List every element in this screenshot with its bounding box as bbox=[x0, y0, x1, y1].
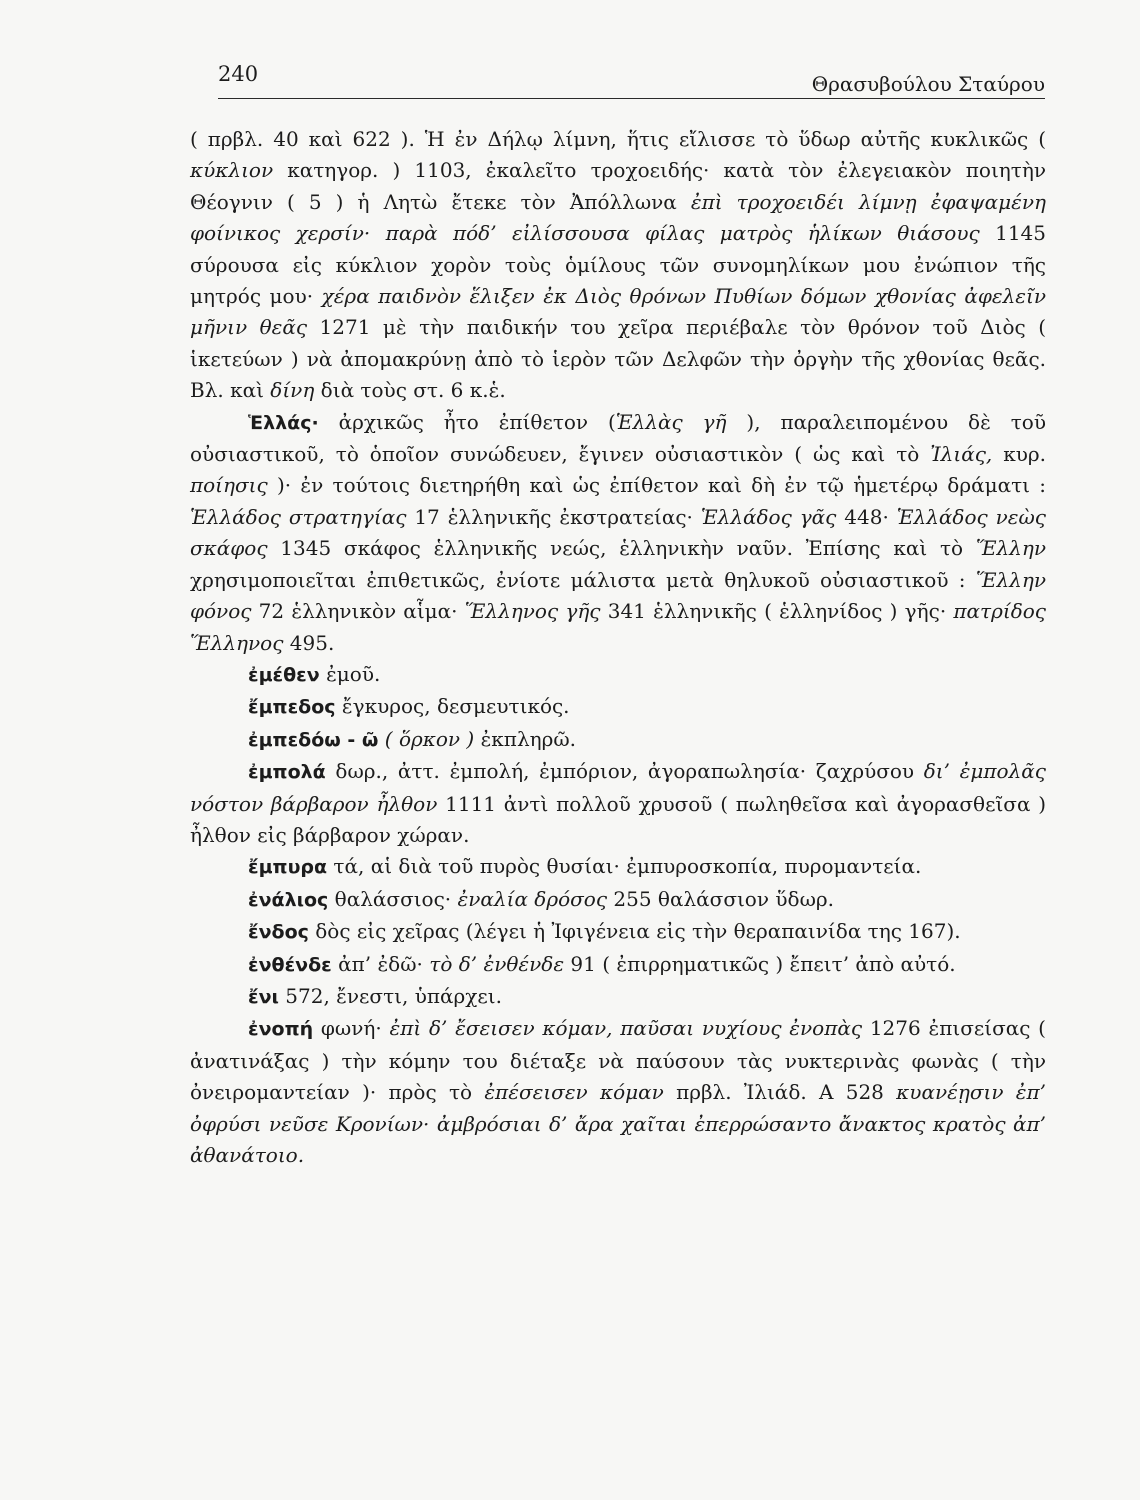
italic-quotation: ποίησις bbox=[190, 473, 268, 498]
entry-text: 1271 μὲ τὴν παιδικήν του χεῖρα περιέβαλε τὸν θρόνον τοῦ Διὸς ( ἱκετεύων ) νὰ ἀπομακρύνῃ ἀπὸ τὸ ἱερὸν τῶν Δελφῶν τὴν ὀργὴν τῆς χθονίας θεᾶς. Βλ. καὶ bbox=[190, 315, 1046, 403]
running-head: Θρασυβούλου Σταύρου bbox=[811, 72, 1045, 96]
italic-quotation: Ἑλλάδος στρατηγίας bbox=[190, 504, 407, 529]
entry-text: 17 ἑλληνικῆς ἐκστρατείας· bbox=[406, 504, 701, 529]
entry-text: 448· bbox=[836, 504, 897, 529]
entry-text: 341 ἑλληνικῆς ( ἑλληνίδος ) γῆς· bbox=[600, 599, 954, 624]
dictionary-entry bbox=[190, 407, 1046, 659]
entry-lemma: ἔμπυρα bbox=[248, 856, 328, 879]
entry-text: διὰ τοὺς στ. 6 κ.ἑ. bbox=[314, 378, 506, 403]
page-number: 240 bbox=[218, 62, 259, 86]
entry-text: )· ἐν τούτοις διετηρήθη καὶ ὡς ἐπίθετον καὶ δὴ ἐν τῷ ἡμετέρῳ δράματι : bbox=[267, 473, 1046, 498]
entry-lemma: ἐμπολά bbox=[248, 761, 326, 784]
entry-text: κυρ. bbox=[992, 442, 1046, 467]
entry-text: ἀρχικῶς ἦτο ἐπίθετον ( bbox=[318, 409, 616, 434]
entry-text: 495. bbox=[283, 630, 335, 655]
dictionary-entry bbox=[190, 884, 1046, 916]
italic-quotation: τὸ δ’ ἐνθένδε bbox=[429, 951, 565, 976]
entry-lemma: ἔνι bbox=[248, 985, 279, 1008]
entry-text: 572, ἔνεστι, ὑπάρχει. bbox=[278, 983, 502, 1008]
italic-quotation: Ἰλιάς, bbox=[930, 442, 993, 467]
dictionary-entry bbox=[190, 659, 1046, 691]
entry-text: ἐκπληρῶ. bbox=[474, 726, 577, 751]
italic-quotation: Ἑλλάδος γᾶς bbox=[700, 504, 837, 529]
italic-quotation: Ἑλλάδος νεὼς σκάφος bbox=[190, 504, 1046, 561]
italic-quotation: ( ὅρκον ) bbox=[384, 726, 475, 751]
entry-text: ἔγκυρος, δεσμευτικός. bbox=[335, 694, 570, 719]
dictionary-entry bbox=[190, 691, 1046, 723]
dictionary-entry bbox=[190, 851, 1046, 883]
italic-quotation: πατρίδος Ἕλληνος bbox=[190, 599, 1046, 655]
entry-text: δὸς εἰς χεῖρας (λέγει ἡ Ἰφιγένεια εἰς τὴν θεραπαινίδα της 167). bbox=[308, 919, 961, 944]
dictionary-entry bbox=[190, 916, 1046, 948]
entry-text: 1111 ἀντὶ πολλοῦ χρυσοῦ ( πωληθεῖσα καὶ ἀγορασθεῖσα ) ἦλθον εἰς βάρβαρον χώραν. bbox=[190, 791, 1046, 847]
entry-lemma: Ἑλλάς· bbox=[248, 411, 319, 434]
entry-text: 1345 σκάφος ἑλληνικῆς νεώς, ἑλληνικὴν ναῦν. Ἐπίσης καὶ τὸ bbox=[267, 536, 976, 561]
entry-lemma: ἐνάλιος bbox=[248, 888, 329, 911]
entry-lemma: ἐμέθεν bbox=[248, 663, 320, 686]
entry-lemma: ἐνθένδε bbox=[248, 953, 332, 976]
entry-lemma: ἐμπεδόω - ῶ bbox=[248, 728, 379, 751]
entry-text: ( πρβλ. 40 καὶ 622 ). Ἡ ἐν Δήλῳ λίμνη, ἥτις εἴλισσε τὸ ὕδωρ αὐτῆς κυκλικῶς ( bbox=[190, 127, 1046, 151]
italic-quotation: κυανέῃσιν ἐπ’ ὀφρύσι νεῦσε Κρονίων· ἀμβρόσιαι δ’ ἄρα χαῖται ἐπερρώσαντο ἄνακτος κρατὸς ἀπ’ ἀθανάτοιο. bbox=[190, 1080, 1046, 1167]
entry-text: 1276 ἐπισείσας ( ἀνατινάξας ) τὴν κόμην του διέταξε νὰ παύσουν τὰς νυκτερινὰς φωνὰς ( τὴν ὀνειρομαντείαν )· πρὸς τὸ bbox=[190, 1016, 1046, 1105]
dictionary-entry bbox=[190, 949, 1046, 981]
dictionary-entry bbox=[190, 1013, 1046, 1171]
entry-lemma: ἐνοπή bbox=[248, 1018, 314, 1041]
entry-text: 91 ( ἐπιρρηματικῶς ) ἔπειτ’ ἀπὸ αὐτό. bbox=[564, 951, 956, 976]
italic-quotation: χέρα παιδνὸν ἕλιξεν ἐκ Διὸς θρόνων Πυθίων δόμων χθονίας ἀφελεῖν μῆνιν θεᾶς bbox=[190, 284, 1046, 340]
dictionary-entry bbox=[190, 724, 1046, 756]
entry-text: πρβλ. Ἰλιάδ. Α 528 bbox=[663, 1080, 897, 1105]
italic-quotation: δίνη bbox=[270, 378, 315, 403]
dictionary-entry bbox=[190, 981, 1046, 1013]
italic-quotation: κύκλιον bbox=[190, 158, 274, 183]
entry-text: κατηγορ. ) 1103, ἐκαλεῖτο τροχοειδής· κατὰ τὸν ἐλεγειακὸν ποιητὴν Θέογνιν ( 5 ) ἡ Λητὼ ἔτεκε τὸν Ἀπόλλωνα bbox=[190, 158, 1046, 214]
page-body bbox=[190, 124, 1046, 1171]
italic-quotation: Ἕλλην φόνος bbox=[190, 567, 1046, 624]
entry-text: 1145 σύρουσα εἰς κύκλιον χορὸν τοὺς ὁμίλους τῶν συνομηλίκων μου ἐνώπιον τῆς μητρός μου· bbox=[190, 221, 1046, 309]
entry-lemma: ἔμπεδος bbox=[248, 696, 336, 719]
entry-text: τά, αἱ διὰ τοῦ πυρὸς θυσίαι· ἐμπυροσκοπία, πυρομαντεία. bbox=[327, 854, 922, 879]
italic-quotation: ἐπὶ τροχοειδέι λίμνῃ ἐφαψαμένη φοίνικος χερσίν· παρὰ πόδ’ εἰλίσσουσα φίλας ματρὸς ἡλίκων θιάσους bbox=[190, 189, 1046, 246]
entry-text: δωρ., ἀττ. ἐμπολή, ἐμπόριον, ἀγοραπωλησία· ζαχρύσου bbox=[325, 759, 924, 784]
italic-quotation: Ἕλλην bbox=[975, 536, 1046, 561]
entry-text: θαλάσσιος· bbox=[328, 886, 458, 911]
entry-text: 255 θαλάσσιον ὕδωρ. bbox=[607, 886, 834, 911]
entry-text: 72 ἑλληνικὸν αἷμα· bbox=[251, 599, 465, 624]
page-header bbox=[218, 62, 1045, 99]
italic-quotation: Ἕλληνος γῆς bbox=[464, 599, 601, 624]
entry-text: ἐμοῦ. bbox=[319, 661, 381, 686]
entry-text: χρησιμοποιεῖται ἐπιθετικῶς, ἐνίοτε μάλιστα μετὰ θηλυκοῦ οὐσιαστικοῦ : bbox=[190, 567, 976, 592]
entry-text: ἀπ’ ἐδῶ· bbox=[331, 951, 430, 976]
dictionary-entry bbox=[190, 756, 1046, 851]
italic-quotation: δι’ ἐμπολᾶς νόστον βάρβαρον ἦλθον bbox=[190, 759, 1046, 816]
entry-lemma: ἔνδος bbox=[248, 921, 309, 944]
continuation-paragraph bbox=[190, 124, 1046, 407]
italic-quotation: Ἑλλὰς γῆ bbox=[615, 409, 727, 434]
italic-quotation: ἐπέσεισεν κόμαν bbox=[484, 1080, 664, 1105]
entry-text: ), παραλειπομένου δὲ τοῦ οὐσιαστικοῦ, τὸ ὁποῖον συνώδευεν, ἔγινεν οὐσιαστικὸν ( ὡς καὶ τὸ bbox=[190, 409, 1046, 467]
italic-quotation: ἐναλία δρόσος bbox=[457, 886, 608, 911]
italic-quotation: ἐπὶ δ’ ἔσεισεν κόμαν, παῦσαι νυχίους ἐνοπὰς bbox=[389, 1016, 863, 1041]
entry-text: φωνή· bbox=[313, 1016, 390, 1041]
